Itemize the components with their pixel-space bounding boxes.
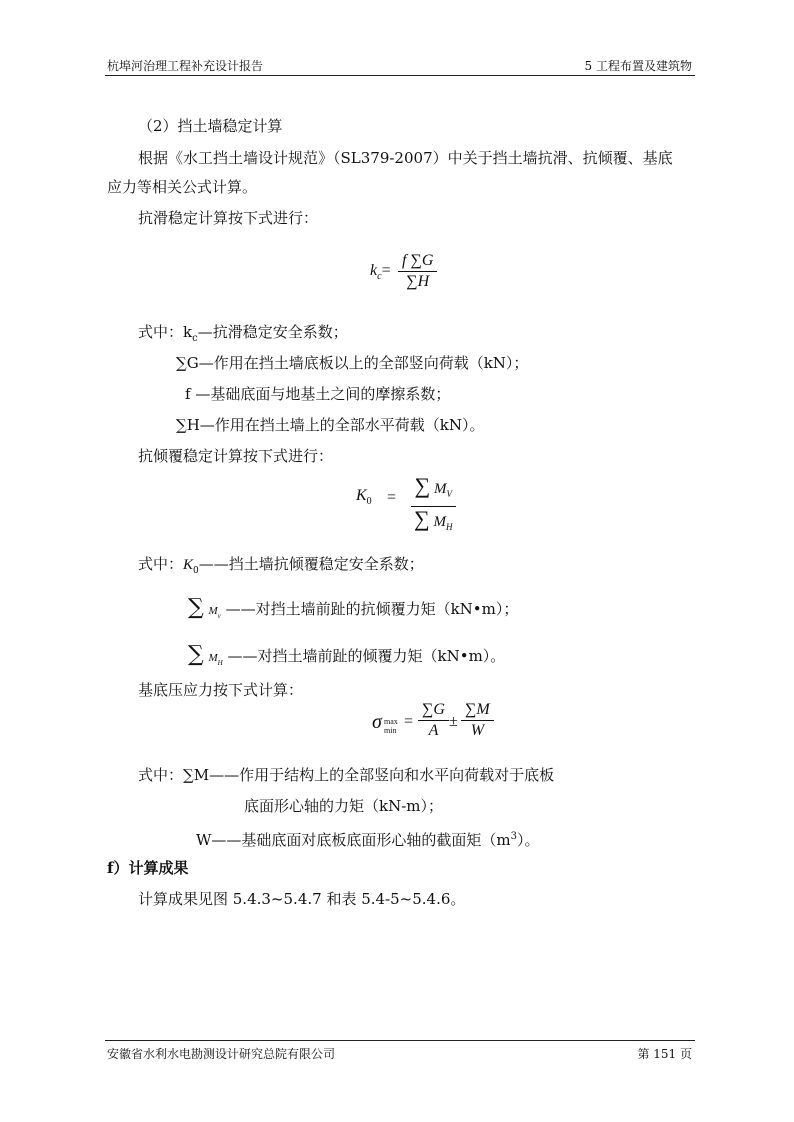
- formula3-num1: ∑G: [418, 700, 449, 721]
- where3-m-line1: [138, 765, 554, 785]
- formula3-sub-max: max: [384, 717, 398, 726]
- formula1-eq: =: [381, 262, 391, 279]
- formula2-lhs: K: [356, 487, 367, 504]
- where2-mh: [188, 642, 506, 673]
- where1-f: f —基础底面与地基土之间的摩擦系数；: [185, 385, 451, 403]
- formula2-den-sigma: ∑: [414, 506, 430, 531]
- formula3-num2: ∑M: [461, 700, 494, 721]
- where1-kc-sym: k: [183, 323, 193, 341]
- formula3-fraction-2: [461, 700, 494, 741]
- where3-w-end: ）。: [517, 831, 540, 849]
- where2-mv-sym: M: [208, 605, 218, 617]
- stress-intro: 基底压应力按下式计算：: [138, 681, 304, 699]
- where3-m1: ∑M——作用于结构上的全部竖向和水平向荷载对于底板: [183, 766, 555, 784]
- header-left: 杭埠河治理工程补充设计报告: [107, 59, 264, 73]
- section-title: （2）挡土墙稳定计算: [138, 117, 283, 135]
- where2-k0-desc: ——挡土墙抗倾覆稳定安全系数；: [198, 555, 424, 573]
- header-right: 5 工程布置及建筑物: [584, 59, 692, 73]
- intro-line-2: 应力等相关公式计算。: [107, 178, 258, 196]
- where2-k0-sym: K: [183, 557, 194, 573]
- formula2-num-sigma: ∑: [414, 473, 431, 498]
- where3-m-line2: 底面形心轴的力矩（kN-m）；: [244, 797, 444, 815]
- where2-mv: [188, 595, 519, 626]
- results-text: 计算成果见图 5.4.3~5.4.7 和表 5.4-5~5.4.6。: [138, 890, 466, 908]
- where2-prefix: 式中：: [138, 555, 184, 573]
- results-heading: f）计算成果: [107, 859, 189, 877]
- formula1-lhs-sub: c: [377, 271, 382, 283]
- header-rule: [105, 75, 695, 76]
- sliding-intro: 抗滑稳定计算按下式进行：: [138, 209, 319, 227]
- formula3-den2: W: [470, 722, 485, 739]
- where2-k0-sub: 0: [193, 566, 199, 576]
- formula3-fraction-1: [418, 700, 449, 741]
- formula2-den: M: [433, 514, 446, 530]
- formula3-eq: =: [404, 713, 414, 730]
- formula-sliding-lhs: [370, 262, 391, 282]
- formula3-sigma: σ: [372, 711, 382, 733]
- where1-kc-sub: c: [192, 333, 198, 344]
- footer-rule: [105, 1040, 695, 1041]
- where1-kc: [138, 322, 348, 349]
- footer-right: 第 151 页: [637, 1047, 692, 1061]
- formula1-den: ∑H: [406, 273, 430, 290]
- intro-line-1: 根据《水工挡土墙设计规范》（SL379-2007）中关于挡土墙抗滑、抗倾覆、基底: [138, 149, 673, 167]
- where2-mh-desc: ——对挡土墙前趾的倾覆力矩（kN•m）。: [227, 647, 506, 665]
- formula3-den1: A: [428, 722, 439, 739]
- where1-prefix: 式中：: [138, 323, 184, 341]
- formula2-num: M: [433, 481, 447, 497]
- where2-mh-sym: M: [208, 652, 218, 664]
- where2-mh-sigma: ∑: [188, 642, 204, 667]
- formula2-den-sub: H: [445, 522, 453, 532]
- formula3-sub-min: min: [384, 726, 397, 735]
- where1-kc-desc: —抗滑稳定安全系数；: [197, 323, 348, 341]
- formula2-eq: =: [387, 489, 397, 506]
- formula-overturn-fraction: [410, 474, 456, 539]
- overturn-intro: 抗倾覆稳定计算按下式进行：: [138, 447, 334, 465]
- formula1-num-f: f: [402, 252, 407, 269]
- formula2-num-sub: V: [446, 489, 452, 499]
- formula1-num: ∑G: [410, 252, 434, 269]
- formula1-lhs: k: [370, 262, 378, 279]
- formula-overturn-lhs: [356, 487, 372, 507]
- where2-mv-desc: ——对挡土墙前趾的抗倾覆力矩（kN•m）；: [225, 600, 519, 618]
- formula3-subs: [384, 717, 398, 735]
- where2-mv-sub: v: [217, 612, 221, 620]
- where2-mv-sigma: ∑: [188, 595, 204, 620]
- where1-h: ∑H—作用在挡土墙上的全部水平荷载（kN）。: [176, 416, 485, 434]
- where3-prefix: 式中：: [138, 766, 184, 784]
- where3-w-sup: 3: [510, 831, 518, 842]
- formula3-pm: ±: [449, 713, 458, 730]
- where1-g: ∑G—作用在挡土墙底板以上的全部竖向荷载（kN）；: [176, 354, 529, 372]
- where2-mh-sub: H: [217, 659, 223, 667]
- footer-left: 安徽省水利水电勘测设计研究总院有限公司: [107, 1047, 336, 1061]
- formula-sliding-fraction: [398, 251, 437, 292]
- where2-k0: [138, 554, 424, 581]
- where3-w: W——基础底面对底板底面形心轴的截面矩（m: [196, 831, 511, 849]
- formula2-lhs-sub: 0: [366, 496, 372, 508]
- where3-w-line: [196, 827, 540, 850]
